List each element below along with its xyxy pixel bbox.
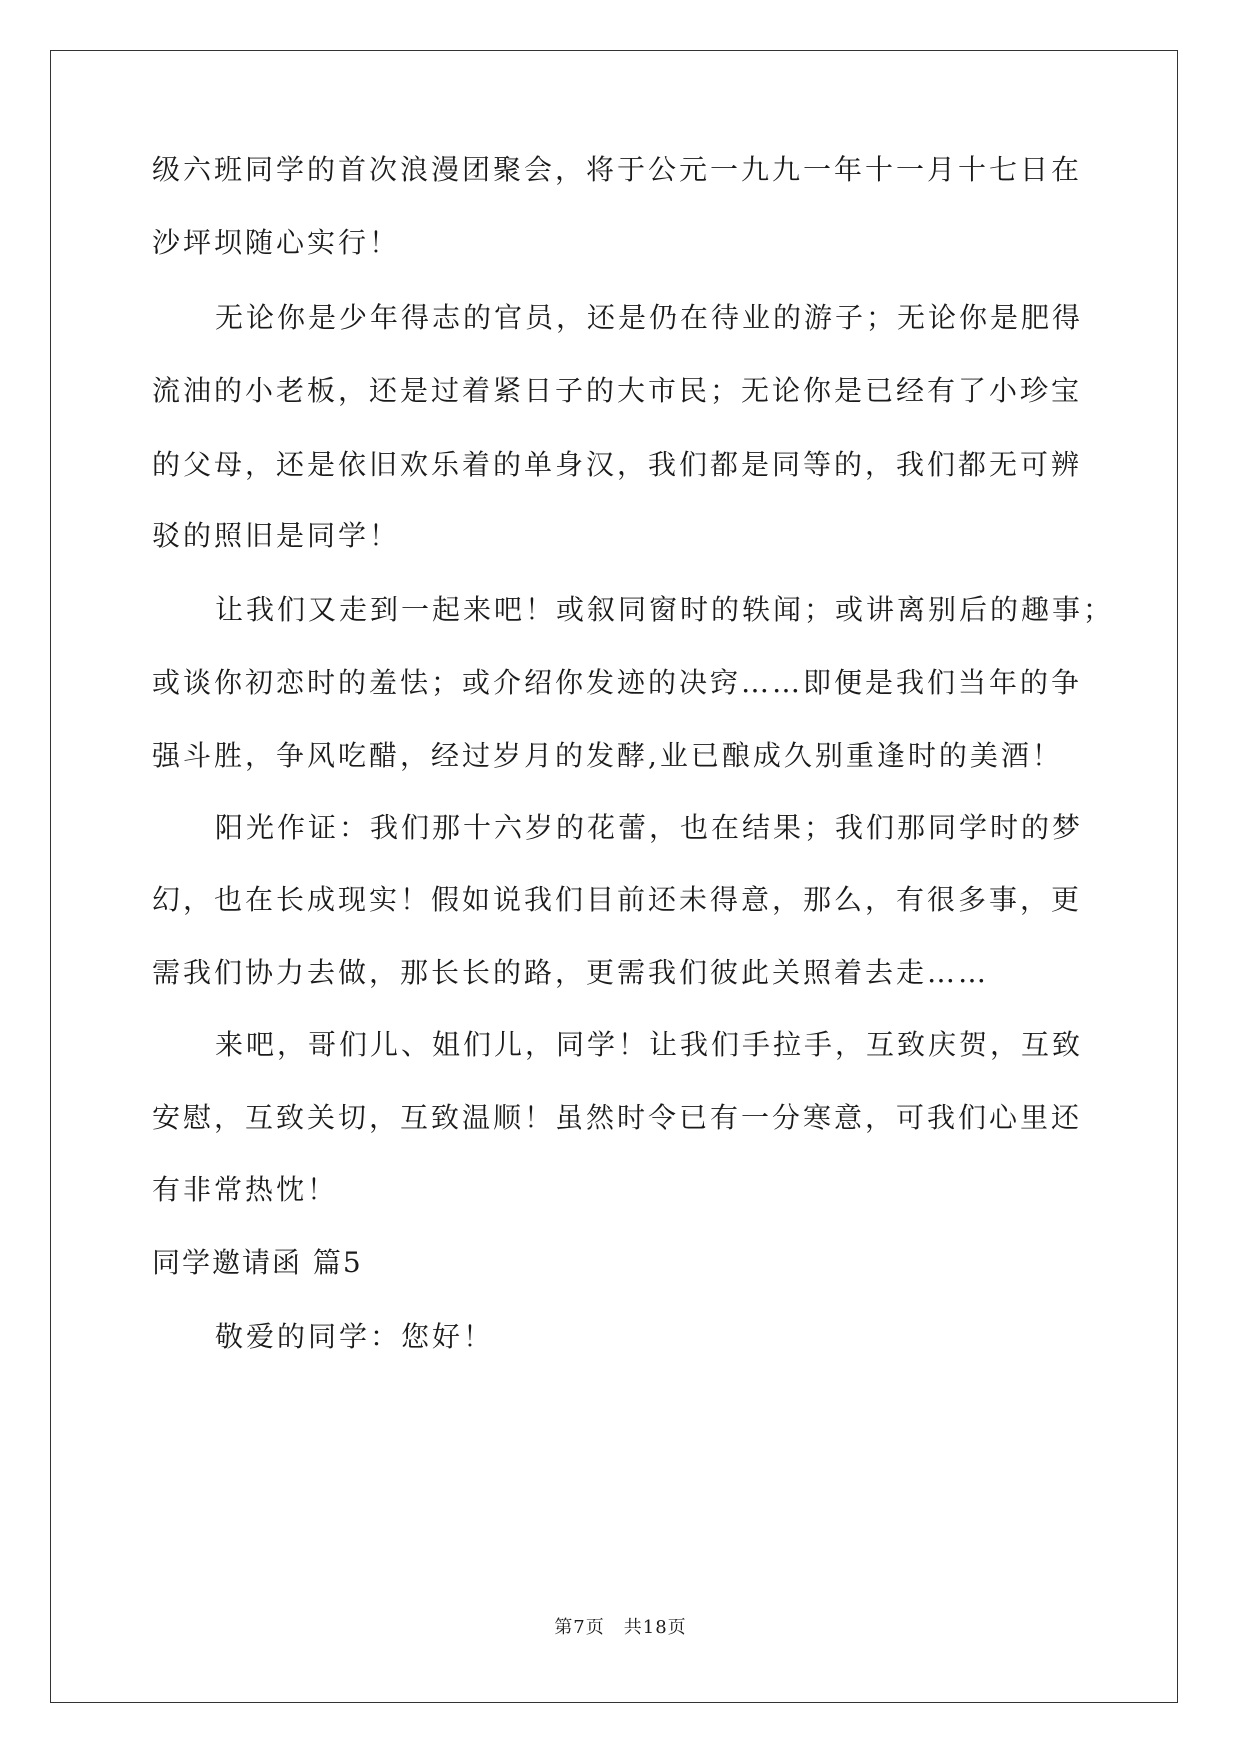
body-line: 幻，也在长成现实！假如说我们目前还未得意，那么，有很多事，更 (152, 883, 1083, 916)
body-line: 级六班同学的首次浪漫团聚会，将于公元一九九一年十一月十七日在 (152, 153, 1083, 186)
body-line: 驳的照旧是同学！ (152, 519, 401, 552)
paragraph-first-line: 来吧，哥们儿、姐们儿，同学！让我们手拉手，互致庆贺，互致 (215, 1028, 1084, 1061)
body-line: 或谈你初恋时的羞怯；或介绍你发迹的决窍……即便是我们当年的争 (152, 666, 1083, 699)
salutation: 敬爱的同学：您好！ (215, 1320, 495, 1353)
body-line: 需我们协力去做，那长长的路，更需我们彼此关照着去走…… (152, 956, 990, 989)
body-line: 强斗胜，争风吃醋，经过岁月的发酵,业已酿成久别重逢时的美酒！ (152, 739, 1063, 772)
section-heading: 同学邀请函 篇5 (152, 1246, 363, 1279)
body-line: 沙坪坝随心实行！ (152, 226, 401, 259)
body-line: 的父母，还是依旧欢乐着的单身汉，我们都是同等的，我们都无可辨 (152, 448, 1083, 481)
paragraph-first-line: 无论你是少年得志的官员，还是仍在待业的游子；无论你是肥得 (215, 301, 1084, 334)
page-number: 第7页 共18页 (554, 1617, 687, 1638)
paragraph-first-line: 阳光作证：我们那十六岁的花蕾，也在结果；我们那同学时的梦 (215, 811, 1084, 844)
body-line: 安慰，互致关切，互致温顺！虽然时令已有一分寒意，可我们心里还 (152, 1101, 1083, 1134)
body-line: 流油的小老板，还是过着紧日子的大市民；无论你是已经有了小珍宝 (152, 374, 1083, 407)
paragraph-first-line: 让我们又走到一起来吧！或叙同窗时的轶闻；或讲离别后的趣事； (215, 593, 1115, 626)
body-line: 有非常热忱！ (152, 1173, 339, 1206)
